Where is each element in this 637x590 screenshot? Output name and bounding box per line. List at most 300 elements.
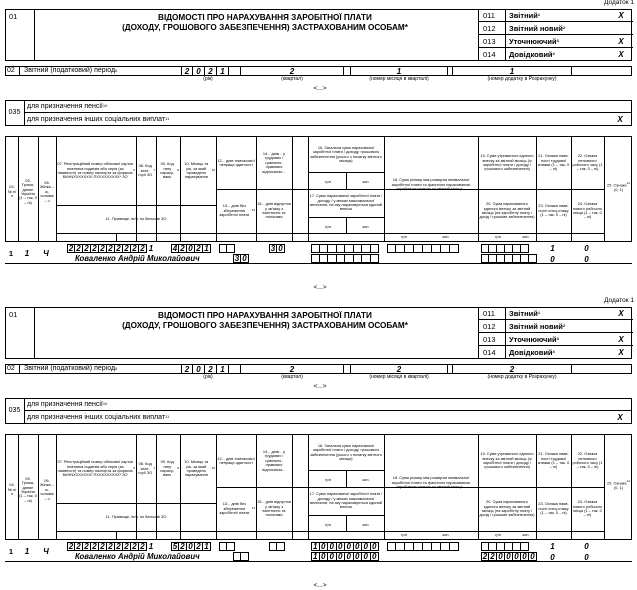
pension-label: для призначення пенсії 10 (27, 102, 108, 110)
month-caption: (номер місяця в кварталі) (369, 76, 429, 82)
report-type-row (479, 346, 633, 359)
report-type-text: Уточнюючий (509, 334, 557, 344)
report-type-row (479, 35, 633, 48)
col-24-header-text: 24. Ознака нового робочого місця (1 – так, 0 – ні) (572, 201, 603, 220)
diff-sum-boxes-cell[interactable] (414, 542, 423, 551)
diff-sum-boxes-cell[interactable] (405, 244, 414, 253)
total-sum-boxes-cell[interactable]: 0 (320, 542, 329, 551)
social-label: для призначення інших соціальних виплат 11 (27, 115, 170, 123)
month-year-boxes-cell[interactable]: 1 (203, 244, 211, 253)
report-type-text: Звітний новий (509, 321, 563, 331)
accrued-sum-boxes-cell[interactable]: 0 (521, 552, 529, 561)
col-21-header-text: 21. Ознака наяв-ності трудової книжки (1 – так, 0 – ні) (537, 153, 570, 172)
currency-unit-label: коп. (442, 532, 450, 537)
col-19-header-text: 19. Сума утриманого єдиного внеску за звітний місяць (із заробітної плати / доходу / грошового забезпечення) (480, 451, 534, 470)
accrued-sum-boxes-cell[interactable] (497, 254, 505, 263)
withheld-sum-boxes-cell[interactable] (521, 542, 529, 551)
withheld-sum-boxes-cell[interactable] (497, 542, 505, 551)
col-08-header-sup: 7 (153, 466, 155, 471)
col-25-sup: 14 (626, 180, 630, 185)
total-sum-boxes-cell[interactable]: 0 (328, 542, 337, 551)
col-15-header (256, 487, 292, 531)
withheld-sum-boxes (481, 542, 529, 551)
report-type-sup: 2 (562, 323, 566, 329)
diff-sum-boxes-cell[interactable] (450, 542, 459, 551)
total-sum-boxes-cell[interactable] (362, 244, 371, 253)
days-unpaid-boxes-cell[interactable] (233, 552, 241, 561)
diff-sum-boxes (387, 542, 459, 551)
col-09-header (156, 435, 180, 503)
report-type-mark[interactable]: X (618, 309, 624, 318)
withheld-sum-boxes-cell[interactable] (481, 542, 489, 551)
rnokpp-boxes-cell[interactable]: 2 (115, 542, 123, 551)
sum-max-boxes-cell[interactable] (311, 254, 320, 263)
diff-sum-boxes-cell[interactable] (441, 542, 450, 551)
rnokpp-boxes-cell[interactable]: 2 (91, 244, 99, 253)
report-type-code: 013 (483, 334, 496, 344)
row-number: 1 (8, 546, 14, 556)
form-code: 01 (9, 310, 18, 319)
days-temp-boxes (219, 542, 235, 551)
col-08-header-sup: 7 (153, 168, 155, 173)
report-type-row (479, 333, 633, 346)
table-row (5, 242, 632, 274)
currency-unit-label: грн (495, 234, 501, 239)
col-25-header (604, 465, 633, 505)
report-type-row (479, 48, 633, 61)
mark22-value[interactable]: 0 (584, 541, 589, 551)
rnokpp-boxes-cell[interactable]: 2 (139, 244, 147, 253)
row-gender[interactable]: Ч (43, 248, 49, 258)
days-labor-cell[interactable]: 0 (277, 244, 285, 253)
report-type-sup: 3 (556, 336, 559, 342)
row-gender[interactable]: Ч (43, 546, 49, 556)
total-sum-boxes-cell[interactable]: 0 (371, 542, 380, 551)
quarter-box[interactable]: 2 (240, 66, 344, 76)
col-09-header-text: 09. Код типу нараху-вань (160, 161, 175, 180)
col-24-header-text: 24. Ознака нового робочого місця (1 – так, 0 – ні) (572, 499, 603, 518)
report-type-mark[interactable]: X (618, 11, 624, 20)
report-type-sup: 3 (556, 38, 559, 44)
col-06-header-text: 06. Жінка – ж, чоловік – ч (40, 477, 54, 501)
col-07-header-sup: 6 (133, 466, 135, 471)
sum-max-boxes-cell[interactable] (320, 254, 329, 263)
form-page-2 (0, 297, 637, 589)
rnokpp-boxes-cell[interactable]: 2 (123, 244, 131, 253)
col-10-header (180, 137, 216, 205)
sum-max-boxes-cell[interactable] (345, 254, 354, 263)
accrued-sum-boxes-cell[interactable]: 2 (482, 552, 488, 561)
col-08-header-text: 08. Код кате-горії ЗО (138, 163, 153, 178)
currency-unit-label: грн (325, 224, 331, 229)
col-13-header-text: 13... днів без збереження заробітної плати (219, 203, 250, 218)
period-code: 02 (5, 66, 20, 76)
col-11-header (56, 205, 216, 233)
mark21-value[interactable]: 1 (550, 243, 555, 253)
month-box[interactable]: 2 (350, 364, 448, 374)
days-temp-boxes-cell[interactable] (227, 244, 235, 253)
col-13-header-sup: 13 (251, 208, 255, 213)
mark24-value[interactable]: 0 (584, 254, 589, 264)
period-label: Звітний (податковий) період 5 (24, 365, 118, 373)
currency-unit-label: коп. (522, 532, 530, 537)
total-sum-boxes-cell[interactable]: 0 (354, 542, 363, 551)
col-15-header-text: 15... днів відпустки у зв'язку з вагітністю та пологами (257, 201, 291, 220)
report-type-text: Звітний (509, 10, 538, 20)
col-20-header (478, 189, 536, 233)
rnokpp-boxes-cell[interactable]: 2 (75, 542, 83, 551)
total-sum-boxes-cell[interactable] (328, 244, 337, 253)
addendum-caption: (номер додатку в Розрахунку) (487, 76, 557, 82)
year-digit-cell[interactable]: 2 (181, 364, 193, 374)
social-mark[interactable]: X (617, 413, 623, 422)
col-12-header-text: 12... днів тимчасової непраце-здатності (217, 455, 255, 465)
form-title: ВІДОМОСТІ ПРО НАРАХУВАННЯ ЗАРОБІТНОЇ ПЛАТИ (ДОХОДУ, ГРОШОВОГО ЗАБЕЗПЕЧЕННЯ) ЗАСТРАХОВАНИМ ОСОБАМ* (122, 13, 408, 33)
accrued-sum-boxes-cell[interactable]: 0 (505, 552, 513, 561)
accrued-sum-boxes-cell[interactable]: 0 (497, 552, 505, 561)
diff-sum-boxes-cell[interactable] (432, 244, 441, 253)
rnokpp-boxes-cell[interactable]: 2 (68, 244, 74, 253)
withheld-sum-boxes (481, 244, 529, 253)
col-10-header-sup: 10 (211, 168, 215, 173)
total-sum-boxes-cell[interactable] (311, 244, 320, 253)
days-unpaid-boxes-cell[interactable]: 3 (234, 254, 240, 263)
days-temp-boxes-cell[interactable] (227, 542, 235, 551)
month-year-boxes-cell[interactable]: 4 (172, 244, 178, 253)
purpose-code: 035 (5, 398, 25, 424)
col-08-header-text: 08. Код кате-горії ЗО (138, 461, 153, 476)
sum-max-boxes-cell[interactable]: 0 (328, 552, 337, 561)
col-22-header-text: 22. Ознака неповного робочого часу (1 – так, 0 – ні) (572, 451, 603, 470)
col-05-header (18, 157, 38, 227)
report-type-text: Уточнюючий (509, 36, 557, 46)
col-24-header (571, 487, 604, 531)
accrued-sum-boxes-cell[interactable]: 0 (529, 552, 537, 561)
quarter-box[interactable]: 2 (240, 364, 344, 374)
report-type-code: 014 (483, 347, 496, 357)
col-09-header-sup: 8 (177, 168, 179, 173)
col-12-header (216, 435, 256, 487)
withheld-sum-boxes-cell[interactable] (521, 244, 529, 253)
report-type-sup: 4 (552, 51, 555, 57)
col-19-header-text: 19. Сума утриманого єдиного внеску за звітний місяць (із заробітної плати / доходу / грошового забезпечення) (480, 153, 534, 172)
col-10-header-text: 10. Місяць та рік, за який проведено нарахування (184, 161, 209, 180)
sum-max-boxes-cell[interactable] (354, 254, 363, 263)
rnokpp-boxes-cell[interactable]: 2 (107, 244, 115, 253)
form-title: ВІДОМОСТІ ПРО НАРАХУВАННЯ ЗАРОБІТНОЇ ПЛАТИ (ДОХОДУ, ГРОШОВОГО ЗАБЕЗПЕЧЕННЯ) ЗАСТРАХОВАНИМ ОСОБАМ* (122, 311, 408, 331)
col-24-header (571, 189, 604, 233)
days-unpaid-boxes (233, 552, 249, 561)
month-year-boxes-cell[interactable]: 2 (195, 244, 203, 253)
col-06-header-text: 06. Жінка – ж, чоловік – ч (40, 179, 54, 203)
currency-unit-label: грн (325, 522, 331, 527)
row-citizen[interactable]: 1 (24, 248, 30, 258)
col-04-header-text: 04. № п/п (7, 184, 17, 199)
month-year-boxes-cell[interactable]: 2 (195, 542, 203, 551)
report-type-mark[interactable] (609, 22, 633, 35)
currency-unit-label: коп. (442, 234, 450, 239)
row-category[interactable]: 1 (148, 542, 154, 551)
total-sum-boxes-cell[interactable]: 0 (337, 542, 346, 551)
social-label: для призначення інших соціальних виплат 11 (27, 413, 170, 421)
withheld-sum-boxes-cell[interactable] (489, 542, 497, 551)
total-sum-boxes-cell[interactable]: 0 (345, 542, 354, 551)
rnokpp-boxes-cell[interactable]: 2 (83, 542, 91, 551)
col-22-header-text: 22. Ознака неповного робочого часу (1 – так, 0 – ні) (572, 153, 603, 172)
col-23-header (536, 487, 571, 531)
report-type-text: Звітний новий (509, 23, 563, 33)
rnokpp-boxes-cell[interactable]: 2 (131, 542, 139, 551)
rnokpp-boxes-cell[interactable]: 2 (83, 244, 91, 253)
ellipsis-1: <...> (313, 383, 327, 390)
total-sum-boxes-cell[interactable] (354, 244, 363, 253)
col-17-header (308, 189, 384, 217)
month-year-boxes (171, 244, 211, 253)
col-20-header-text: 20. Сума нарахованого єдиного внеску за звітний місяць (на заробітну плату / дохід / грошове забезпечення) (479, 499, 535, 518)
diff-sum-boxes-cell[interactable] (441, 244, 450, 253)
mark23-value[interactable]: 0 (550, 552, 555, 562)
report-type-mark[interactable]: X (618, 37, 624, 46)
col-20-header-text: 20. Сума нарахованого єдиного внеску за звітний місяць (на заробітну плату / дохід / грошове забезпечення) (479, 201, 535, 220)
currency-unit-label: коп. (362, 477, 370, 482)
sum-max-boxes-cell[interactable] (337, 254, 346, 263)
year-digit-cell[interactable]: 0 (193, 66, 205, 76)
rnokpp-boxes-cell[interactable]: 2 (99, 244, 107, 253)
addendum-caption: (номер додатку в Розрахунку) (487, 374, 557, 380)
withheld-sum-boxes-cell[interactable] (481, 244, 489, 253)
diff-sum-boxes-cell[interactable] (450, 244, 459, 253)
report-type-row (479, 307, 633, 320)
col-25-header (604, 167, 633, 207)
report-type-sup: 4 (552, 349, 555, 355)
row-citizen[interactable]: 1 (24, 546, 30, 556)
days-temp-boxes-cell[interactable] (219, 542, 227, 551)
report-type-sup: 1 (537, 310, 541, 316)
form-code: 01 (9, 12, 18, 21)
accrued-sum-boxes (481, 552, 537, 561)
diff-sum-boxes-cell[interactable] (396, 244, 405, 253)
pension-mark[interactable] (610, 100, 630, 113)
total-sum-boxes-cell[interactable] (320, 244, 329, 253)
year-digit-cell[interactable]: 0 (193, 364, 205, 374)
year-boxes (181, 66, 229, 76)
sum-max-boxes-cell[interactable]: 0 (371, 552, 380, 561)
sum-max-boxes-cell[interactable] (362, 254, 371, 263)
report-type-row (479, 320, 633, 333)
ellipsis-2: <...> (313, 284, 327, 291)
col-21-header (536, 435, 571, 487)
col-20-header (478, 487, 536, 531)
month-caption: (номер місяця в кварталі) (369, 374, 429, 380)
addendum-box[interactable]: 2 (452, 364, 572, 374)
diff-sum-boxes-cell[interactable] (396, 542, 405, 551)
sum-max-boxes-cell[interactable]: 0 (345, 552, 354, 561)
accrued-sum-boxes-cell[interactable] (513, 254, 521, 263)
diff-sum-boxes-cell[interactable] (423, 542, 432, 551)
pension-label: для призначення пенсії 10 (27, 400, 108, 408)
mark24-value[interactable]: 0 (584, 552, 589, 562)
accrued-sum-boxes-cell[interactable] (521, 254, 529, 263)
month-year-boxes-cell[interactable]: 0 (187, 244, 195, 253)
report-type-box (478, 9, 632, 61)
report-type-mark[interactable]: X (618, 335, 624, 344)
sum-max-boxes-cell[interactable]: 0 (354, 552, 363, 561)
rnokpp-boxes-cell[interactable]: 2 (115, 244, 123, 253)
month-year-boxes-cell[interactable]: 2 (179, 244, 187, 253)
purpose-code: 035 (5, 100, 25, 126)
rnokpp-boxes-cell[interactable]: 2 (91, 542, 99, 551)
total-sum-boxes-cell[interactable]: 0 (362, 542, 371, 551)
col-06-header (38, 455, 56, 525)
col-10-header-text: 10. Місяць та рік, за який проведено нарахування (184, 459, 209, 478)
col-09-header (156, 137, 180, 205)
days-unpaid-boxes-cell[interactable] (241, 552, 249, 561)
accrued-sum-boxes-cell[interactable] (481, 254, 489, 263)
pension-mark[interactable] (610, 398, 630, 411)
col-25-label: 25. Ознака (607, 182, 627, 188)
accrued-sum-boxes-cell[interactable] (489, 254, 497, 263)
social-mark[interactable]: X (617, 115, 623, 124)
year-digit-cell[interactable]: 2 (205, 66, 217, 76)
total-sum-boxes-cell[interactable]: 1 (311, 542, 320, 551)
ellipsis-1: <...> (313, 85, 327, 92)
diff-sum-boxes-cell[interactable] (414, 244, 423, 253)
withheld-sum-boxes-cell[interactable] (489, 244, 497, 253)
quarter-caption: (квартал) (281, 76, 303, 82)
total-sum-boxes-cell[interactable] (345, 244, 354, 253)
report-type-mark[interactable]: X (618, 50, 624, 59)
accrued-sum-boxes-cell[interactable]: 0 (513, 552, 521, 561)
mark23-value[interactable]: 0 (550, 254, 555, 264)
col-13-header-text: 13... днів без збереження заробітної плати (219, 501, 250, 516)
col-11-header-text: 11. Прізвище, ім'я, по батькові ЗО (105, 215, 167, 221)
appendix-label: Додаток 1 (604, 0, 634, 6)
rnokpp-boxes-cell[interactable]: 2 (139, 542, 147, 551)
diff-sum-boxes-cell[interactable] (405, 542, 414, 551)
report-type-mark[interactable] (609, 320, 633, 333)
days-labor-boxes (269, 542, 285, 551)
report-type-row (479, 9, 633, 22)
year-boxes (181, 364, 229, 374)
accrued-sum-boxes-cell[interactable]: 2 (489, 552, 497, 561)
month-year-boxes-cell[interactable]: 2 (179, 542, 187, 551)
report-type-code: 012 (483, 321, 496, 331)
currency-unit-label: грн (401, 234, 407, 239)
col-16-header-text: 16. Загальна сума нарахованої заробітної плати / доходу, грошового забезпечення (усього з початку звітного місяця) (310, 442, 382, 461)
diff-sum-boxes-cell[interactable] (387, 542, 396, 551)
withheld-sum-boxes-cell[interactable] (497, 244, 505, 253)
days-labor-cell[interactable]: 3 (270, 244, 276, 253)
withheld-sum-boxes-cell[interactable] (513, 244, 521, 253)
month-box[interactable]: 1 (350, 66, 448, 76)
month-year-boxes-cell[interactable]: 1 (203, 542, 211, 551)
days-unpaid-boxes-cell[interactable]: 0 (241, 254, 249, 263)
year-digit-cell[interactable]: 1 (217, 364, 229, 374)
col-21-header (536, 137, 571, 189)
col-22-header (571, 435, 604, 487)
mark22-value[interactable]: 0 (584, 243, 589, 253)
col-13-header-sup: 13 (251, 506, 255, 511)
row-category[interactable]: 1 (148, 244, 154, 253)
rnokpp-boxes-cell[interactable]: 2 (75, 244, 83, 253)
diff-sum-boxes-cell[interactable] (387, 244, 396, 253)
currency-unit-label: коп. (362, 179, 370, 184)
col-10-header (180, 435, 216, 503)
withheld-sum-boxes-cell[interactable] (513, 542, 521, 551)
report-type-row (479, 22, 633, 35)
total-sum-boxes-cell[interactable] (337, 244, 346, 253)
sum-max-boxes (311, 552, 379, 561)
rnokpp-boxes-cell[interactable]: 2 (123, 542, 131, 551)
days-labor-cell[interactable] (277, 542, 285, 551)
col-23-header (536, 189, 571, 233)
sum-max-boxes-cell[interactable] (371, 254, 380, 263)
sum-max-boxes-cell[interactable]: 0 (362, 552, 371, 561)
report-type-text: Довідковий (509, 347, 553, 357)
currency-unit-label: коп. (522, 234, 530, 239)
accrued-sum-boxes-cell[interactable] (505, 254, 513, 263)
report-type-mark[interactable]: X (618, 348, 624, 357)
withheld-sum-boxes-cell[interactable] (505, 542, 513, 551)
col-16-header (308, 137, 384, 172)
col-14-header (256, 435, 292, 487)
rnokpp-boxes-cell[interactable]: 2 (131, 244, 139, 253)
report-type-text: Довідковий (509, 49, 553, 59)
col-18-header (384, 137, 478, 233)
withheld-sum-boxes-cell[interactable] (505, 244, 513, 253)
col-14-header-text: 14... днів... у трудових / цивільно-правових відносинах... (262, 448, 286, 472)
sum-max-boxes-cell[interactable]: 1 (311, 552, 320, 561)
col-04-header (6, 157, 18, 227)
col-12-header (216, 137, 256, 189)
col-07-header (56, 435, 136, 503)
col-07-header-text: 07. Реєстраційний номер облікової картки платника податків або серія (за наявності) та номер паспорта за формою БКНNXXXXXXX/ ПXXXXXXXXX* ЗО (57, 459, 133, 478)
rnokpp-boxes-cell[interactable]: 2 (107, 542, 115, 551)
month-year-boxes (171, 542, 211, 551)
total-sum-boxes-cell[interactable] (371, 244, 380, 253)
month-year-boxes-cell[interactable]: 0 (187, 542, 195, 551)
currency-unit-label: грн (325, 477, 331, 482)
col-11-header (56, 503, 216, 531)
sum-max-boxes-cell[interactable] (328, 254, 337, 263)
days-labor-cell[interactable] (269, 542, 277, 551)
rnokpp-boxes-cell[interactable]: 2 (68, 542, 74, 551)
currency-unit-label: коп. (362, 224, 370, 229)
col-10-header-sup: 10 (211, 466, 215, 471)
sum-max-boxes-cell[interactable]: 0 (320, 552, 329, 561)
rnokpp-boxes-cell[interactable]: 2 (99, 542, 107, 551)
sum-max-boxes-cell[interactable]: 0 (337, 552, 346, 561)
currency-unit-label: коп. (362, 522, 370, 527)
col-25-range: (0, 1) (613, 484, 624, 490)
year-digit-cell[interactable]: 2 (181, 66, 193, 76)
col-05-header-text: 05. Грома-дянин України (1 – так, 0 – ні) (19, 177, 37, 205)
days-temp-boxes-cell[interactable] (219, 244, 227, 253)
month-year-boxes-cell[interactable]: 5 (172, 542, 178, 551)
year-digit-cell[interactable]: 1 (217, 66, 229, 76)
col-18-header-text: 18. Сума різниці між розміром мінімальної заробітної плати та фактично нарахованою заробітною платою за звітний місяць... (391, 177, 471, 192)
mark21-value[interactable]: 1 (550, 541, 555, 551)
addendum-box[interactable]: 1 (452, 66, 572, 76)
year-digit-cell[interactable]: 2 (205, 364, 217, 374)
col-19-header (478, 137, 536, 189)
diff-sum-boxes-cell[interactable] (432, 542, 441, 551)
report-type-code: 013 (483, 36, 496, 46)
col-17-header-text: 17. Сума нарахованої заробітної плати / доходу / у межах максимальної величини, на яку нараховується єдиний внесок (309, 193, 383, 212)
report-type-box (478, 307, 632, 359)
col-07-header (56, 137, 136, 205)
diff-sum-boxes-cell[interactable] (423, 244, 432, 253)
